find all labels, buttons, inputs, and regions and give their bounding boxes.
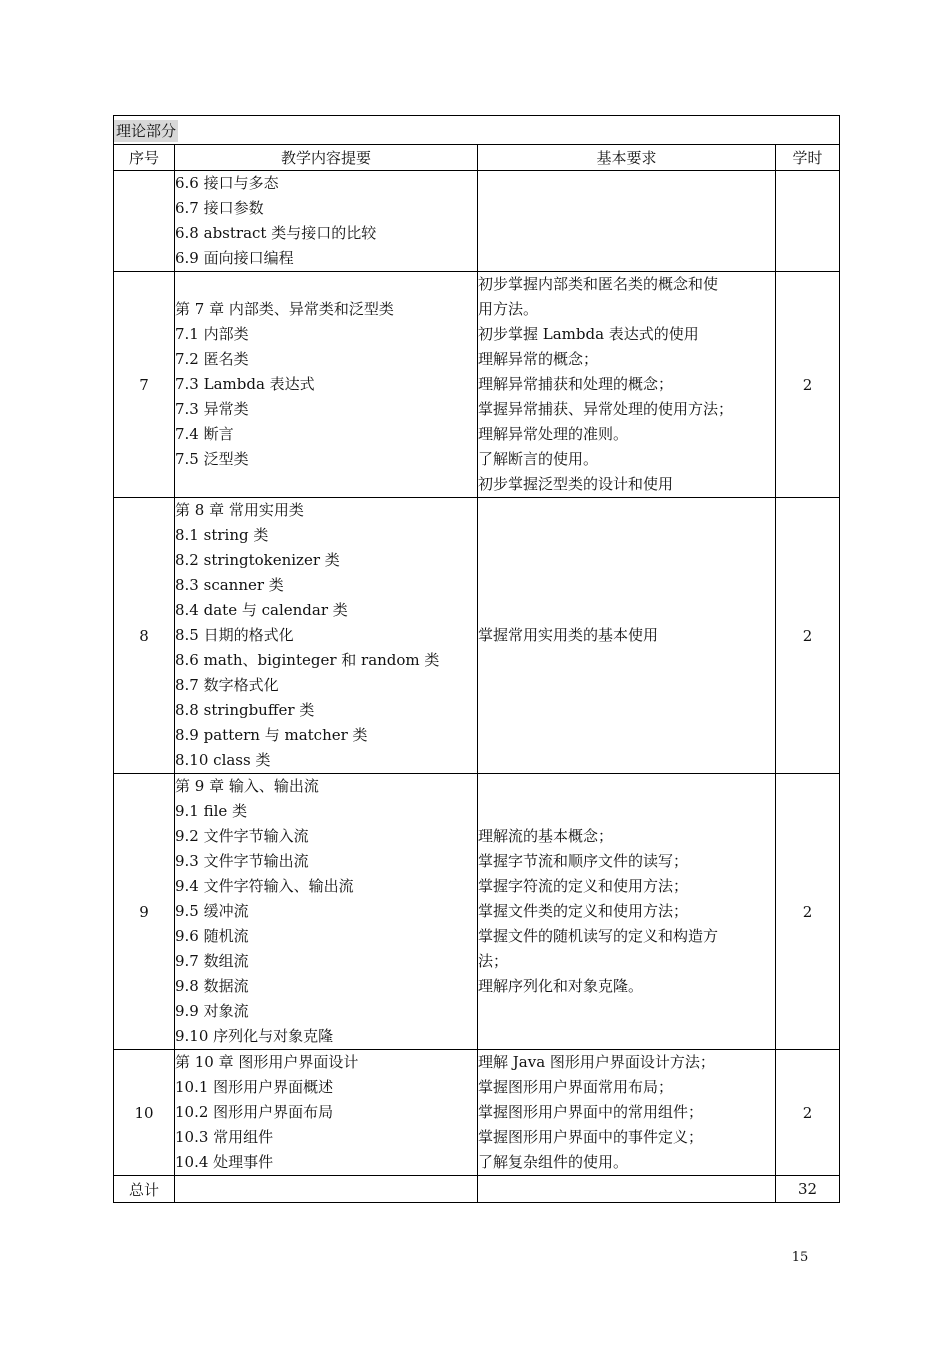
content-line: 7.4 断言 xyxy=(175,425,234,443)
content-line: 7.3 异常类 xyxy=(175,400,249,418)
content-line: 第 9 章 输入、输出流 xyxy=(175,777,319,795)
total-requirements-cell xyxy=(478,1176,776,1203)
section-cell xyxy=(114,116,840,145)
requirement-line: 初步掌握 Lambda 表达式的使用 xyxy=(478,325,699,343)
content-line: 9.5 缓冲流 xyxy=(175,902,249,920)
requirement-line: 理解异常捕获和处理的概念； xyxy=(478,375,674,393)
content-line: 9.4 文件字符输入、输出流 xyxy=(175,877,354,895)
row-number: 8 xyxy=(114,498,175,774)
content-line: 第 7 章 内部类、异常类和泛型类 xyxy=(175,300,394,318)
content-line: 10.2 图形用户界面布局 xyxy=(175,1103,334,1121)
requirements-cell xyxy=(478,498,776,774)
content-line: 8.1 string 类 xyxy=(175,526,269,544)
content-line: 7.1 内部类 xyxy=(175,325,249,343)
content-line: 第 10 章 图形用户界面设计 xyxy=(175,1053,359,1071)
content-line: 10.3 常用组件 xyxy=(175,1128,274,1146)
header-hours: 学时 xyxy=(776,145,840,171)
section-label: 理论部分 xyxy=(116,121,177,140)
content-cell xyxy=(175,171,478,272)
page-number: 15 xyxy=(791,1250,809,1265)
requirement-line: 了解断言的使用。 xyxy=(478,450,599,468)
requirements-cell xyxy=(478,272,776,498)
row-hours xyxy=(776,171,840,272)
content-line: 9.3 文件字节输出流 xyxy=(175,852,309,870)
content-line: 9.6 随机流 xyxy=(175,927,249,945)
content-cell xyxy=(175,1050,478,1176)
requirements-cell xyxy=(478,1050,776,1176)
requirement-line: 了解复杂组件的使用。 xyxy=(478,1153,629,1171)
content-line: 6.9 面向接口编程 xyxy=(175,249,294,267)
header-requirements: 基本要求 xyxy=(478,145,776,171)
content-line: 第 8 章 常用实用类 xyxy=(175,501,304,519)
content-line: 8.8 stringbuffer 类 xyxy=(175,701,315,719)
requirement-line: 理解序列化和对象克隆。 xyxy=(478,977,644,995)
row-number: 10 xyxy=(114,1050,175,1176)
content-line: 10.1 图形用户界面概述 xyxy=(175,1078,334,1096)
content-line: 6.7 接口参数 xyxy=(175,199,264,217)
content-line: 7.5 泛型类 xyxy=(175,450,249,468)
requirement-line: 理解异常的概念； xyxy=(478,350,599,368)
content-line: 9.7 数组流 xyxy=(175,952,249,970)
content-line: 6.8 abstract 类与接口的比较 xyxy=(175,224,377,242)
content-cell xyxy=(175,272,478,498)
requirement-line: 掌握字符流的定义和使用方法； xyxy=(478,877,689,895)
requirement-line: 掌握异常捕获、异常处理的使用方法； xyxy=(478,400,734,418)
row-hours: 2 xyxy=(776,272,840,498)
content-line: 8.6 math、biginteger 和 random 类 xyxy=(175,651,440,669)
content-line: 9.9 对象流 xyxy=(175,1002,249,1020)
total-content-cell xyxy=(175,1176,478,1203)
header-row xyxy=(114,145,840,171)
requirement-line: 法； xyxy=(478,952,509,970)
requirement-line: 初步掌握内部类和匿名类的概念和使 xyxy=(478,275,719,293)
row-number: 7 xyxy=(114,272,175,498)
content-line: 8.10 class 类 xyxy=(175,751,271,769)
table-row xyxy=(114,171,840,272)
content-cell xyxy=(175,498,478,774)
row-hours: 2 xyxy=(776,774,840,1050)
table-row xyxy=(114,1050,840,1176)
content-line: 8.7 数字格式化 xyxy=(175,676,279,694)
row-hours: 2 xyxy=(776,1050,840,1176)
table-row xyxy=(114,272,840,498)
row-number: 9 xyxy=(114,774,175,1050)
requirement-line: 掌握图形用户界面常用布局； xyxy=(478,1078,674,1096)
requirement-line: 初步掌握泛型类的设计和使用 xyxy=(478,475,674,493)
requirement-line: 掌握常用实用类的基本使用 xyxy=(478,626,659,644)
total-row xyxy=(114,1176,840,1203)
content-line: 9.8 数据流 xyxy=(175,977,249,995)
content-line: 8.2 stringtokenizer 类 xyxy=(175,551,340,569)
row-hours: 2 xyxy=(776,498,840,774)
requirement-line: 用方法。 xyxy=(478,300,539,318)
requirements-cell xyxy=(478,774,776,1050)
header-no: 序号 xyxy=(114,145,175,171)
section-row xyxy=(114,116,840,145)
requirement-line: 掌握字节流和顺序文件的读写； xyxy=(478,852,689,870)
requirements-cell xyxy=(478,171,776,272)
content-line: 7.2 匿名类 xyxy=(175,350,249,368)
requirement-line: 理解 Java 图形用户界面设计方法； xyxy=(478,1053,715,1071)
content-line: 8.3 scanner 类 xyxy=(175,576,284,594)
requirement-line: 理解流的基本概念； xyxy=(478,827,614,845)
row-number xyxy=(114,171,175,272)
requirement-line: 掌握文件类的定义和使用方法； xyxy=(478,902,689,920)
total-label: 总计 xyxy=(114,1176,175,1203)
content-cell xyxy=(175,774,478,1050)
requirement-line: 掌握图形用户界面中的常用组件； xyxy=(478,1103,704,1121)
header-content: 教学内容提要 xyxy=(175,145,478,171)
content-line: 8.4 date 与 calendar 类 xyxy=(175,601,348,619)
content-line: 9.10 序列化与对象克隆 xyxy=(175,1027,334,1045)
content-line: 10.4 处理事件 xyxy=(175,1153,274,1171)
content-line: 9.1 file 类 xyxy=(175,802,248,820)
requirement-line: 掌握文件的随机读写的定义和构造方 xyxy=(478,927,719,945)
requirement-line: 理解异常处理的准则。 xyxy=(478,425,629,443)
content-line: 7.3 Lambda 表达式 xyxy=(175,375,315,393)
total-hours: 32 xyxy=(776,1176,840,1203)
requirement-line: 掌握图形用户界面中的事件定义； xyxy=(478,1128,704,1146)
content-line: 8.9 pattern 与 matcher 类 xyxy=(175,726,368,744)
content-line: 8.5 日期的格式化 xyxy=(175,626,294,644)
table-row xyxy=(114,774,840,1050)
table-row xyxy=(114,498,840,774)
content-line: 6.6 接口与多态 xyxy=(175,174,279,192)
content-line: 9.2 文件字节输入流 xyxy=(175,827,309,845)
syllabus-table xyxy=(113,115,840,1203)
